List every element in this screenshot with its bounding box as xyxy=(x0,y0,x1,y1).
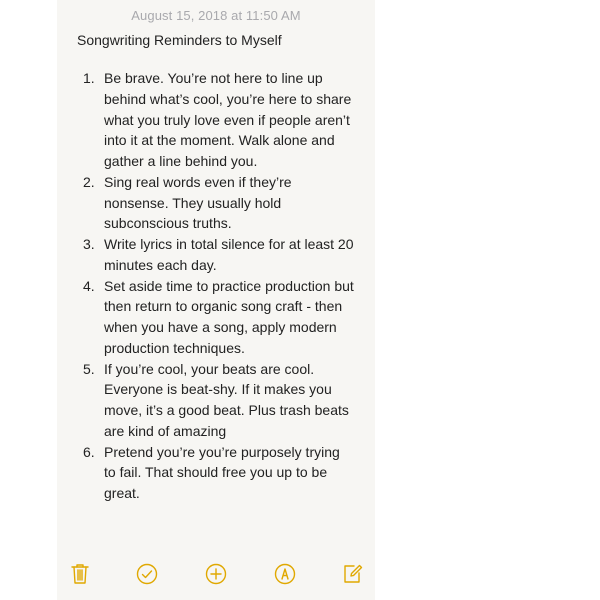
list-item[interactable] xyxy=(57,276,375,359)
compose-button[interactable] xyxy=(341,562,365,586)
list-item-text: Sing real words even if they’re nonsense. They usually hold subconscious truths. xyxy=(104,173,292,232)
plus-circle-icon xyxy=(205,563,227,585)
list-number: 3. xyxy=(83,236,95,252)
list-item[interactable] xyxy=(57,234,375,276)
list-item-text: Be brave. You’re not here to line up behind what’s cool, you’re here to share what you truly love even if people aren’t into it at the moment. Walk alone and gather a line behind you. xyxy=(104,70,352,169)
checkmark-circle-icon xyxy=(136,563,158,585)
markup-pen-icon xyxy=(274,563,296,585)
bottom-toolbar xyxy=(57,562,375,586)
list-number: 2. xyxy=(83,173,95,190)
list-number: 5. xyxy=(83,360,95,377)
list-item[interactable] xyxy=(57,442,375,504)
note-page xyxy=(57,0,375,600)
list-item-text: If you’re cool, your beats are cool. Everyone is beat-shy. If it makes you move, it’s a good beat. Plus trash beats are kind of amazing xyxy=(104,360,349,439)
list-number: 4. xyxy=(83,277,95,294)
list-item-text: Write lyrics in total silence for at least 20 minutes each day. xyxy=(104,236,354,273)
list-item[interactable] xyxy=(57,359,375,442)
add-button[interactable] xyxy=(204,562,228,586)
list-item-text: Set aside time to practice production but then return to organic song craft - then when you have a song, apply modern production techniques. xyxy=(104,277,354,356)
list-item[interactable] xyxy=(57,68,375,172)
reminder-list[interactable] xyxy=(57,68,375,504)
list-number: 6. xyxy=(83,443,95,460)
trash-icon xyxy=(70,563,90,585)
list-item-text: Pretend you’re you’re purposely trying to fail. That should free you up to be great. xyxy=(104,443,340,501)
checklist-button[interactable] xyxy=(135,562,159,586)
list-item[interactable] xyxy=(57,172,375,234)
delete-button[interactable] xyxy=(68,562,92,586)
note-title[interactable]: Songwriting Reminders to Myself xyxy=(77,32,282,48)
list-number: 1. xyxy=(83,70,95,86)
markup-button[interactable] xyxy=(273,562,297,586)
compose-icon xyxy=(342,563,364,585)
note-timestamp: August 15, 2018 at 11:50 AM xyxy=(131,8,301,23)
